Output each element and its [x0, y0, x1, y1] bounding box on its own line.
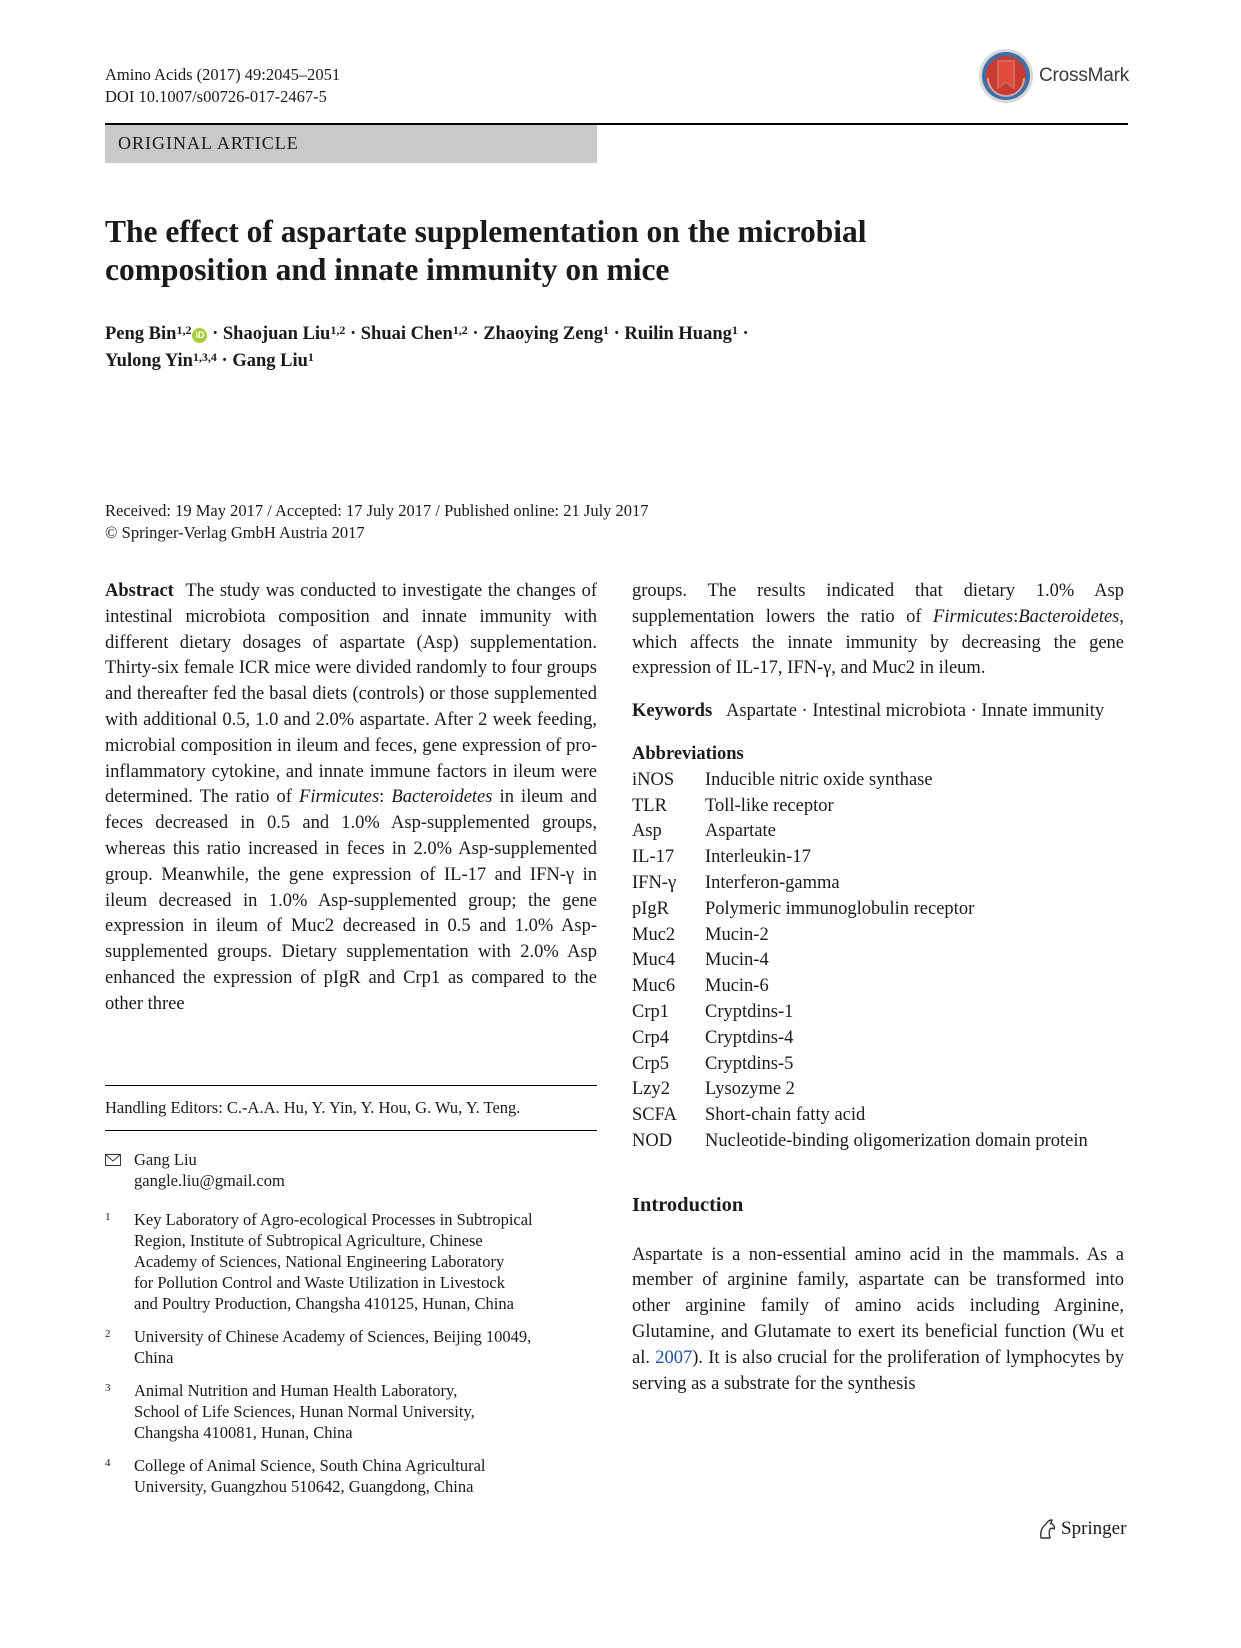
author-line-2 [105, 348, 749, 375]
abbreviation-term: Muc4 [632, 950, 676, 971]
author-affil-sup: 1 [603, 323, 609, 337]
affiliation-line: College of Animal Science, South China Agricultural [134, 1456, 486, 1475]
abstract-block [105, 579, 597, 1018]
right-column [632, 579, 1124, 1397]
abstract-text: groups. The results indicated that dietary 1.0% Asp supplementation lowers the ratio of [632, 581, 1124, 627]
publication-dates [105, 500, 649, 544]
abbreviation-term: Crp1 [632, 1001, 669, 1022]
abbreviation-row [632, 1129, 1124, 1155]
affiliation-line: University, Guangzhou 510642, Guangdong, China [134, 1477, 474, 1496]
affiliation-line: for Pollution Control and Waste Utilization in Livestock [134, 1273, 505, 1292]
introduction-heading: Introduction [632, 1193, 744, 1216]
abbreviation-definition: Mucin-6 [705, 976, 769, 997]
abbreviation-term: IFN-γ [632, 872, 677, 893]
affiliation-number: 2 [105, 1328, 111, 1340]
abbreviation-term: Crp4 [632, 1027, 669, 1048]
author-affil-sup: 1 [731, 323, 738, 337]
crossmark-icon [978, 48, 1034, 104]
author-line-1 [105, 321, 749, 348]
abbreviation-row [632, 871, 1124, 897]
abstract-text: : [379, 787, 392, 808]
abbreviation-term: Asp [632, 821, 662, 842]
author-affil-sup: 1 [307, 350, 314, 364]
keywords-label: Keywords [632, 701, 713, 722]
publisher-logo [1037, 1516, 1132, 1542]
article-title [105, 213, 1105, 289]
author-separator: · [207, 324, 223, 344]
crossmark-badge[interactable] [978, 48, 1128, 108]
affiliation-line: Key Laboratory of Agro-ecological Processes in Subtropical [134, 1210, 533, 1229]
abbreviation-row [632, 845, 1124, 871]
abbreviation-definition: Mucin-2 [705, 924, 769, 945]
abbreviation-term: Crp5 [632, 1053, 669, 1074]
author-name[interactable]: Zhaoying Zeng [483, 324, 603, 344]
abbreviation-term: pIgR [632, 898, 669, 919]
author-affil-sup: 1,2 [330, 323, 346, 337]
abbreviation-row [632, 794, 1124, 820]
crossmark-label: CrossMark [1039, 65, 1130, 86]
affiliation-line: and Poultry Production, Changsha 410125, Hunan, China [134, 1294, 514, 1313]
affiliation-line: School of Life Sciences, Hunan Normal University, [134, 1402, 475, 1421]
handling-editors-block [105, 1085, 597, 1131]
journal-citation: Amino Acids (2017) 49:2045–2051 [105, 65, 341, 84]
affiliation-number: 3 [105, 1382, 111, 1394]
introduction-body: ). It is also crucial for the proliferation of lymphocytes by serving as a substrate for the synthesis [632, 1347, 1125, 1394]
affiliation-line: China [134, 1348, 174, 1367]
abbreviation-definition: Lysozyme 2 [705, 1079, 795, 1100]
abbreviation-row [632, 1026, 1124, 1052]
correspondence-block [105, 1149, 597, 1497]
affiliation-4 [105, 1455, 597, 1497]
abbreviation-definition: Toll-like receptor [705, 795, 834, 816]
abbreviation-term: NOD [632, 1130, 673, 1151]
dates-line: Received: 19 May 2017 / Accepted: 17 July 2017 / Published online: 21 July 2017 [105, 501, 649, 520]
abbreviation-definition: Cryptdins-1 [705, 1001, 794, 1022]
abstract-label: Abstract [105, 581, 174, 601]
contact-email[interactable]: gangle.liu@gmail.com [134, 1171, 285, 1190]
abbreviation-row [632, 923, 1124, 949]
abstract-taxon: Bacteroidetes [1018, 606, 1120, 627]
introduction-body: Aspartate is a non-essential amino acid in the mammals. As a member of arginine family, aspartate can be transformed into other arginine family of amino acids including Arginine, Glutamine, and Glutamate to exert its beneficial function (Wu et al. [632, 1244, 1124, 1368]
abbreviation-row [632, 1000, 1124, 1026]
title-line-1: The effect of aspartate supplementation on the microbial [105, 214, 867, 249]
abbreviation-definition: Aspartate [705, 821, 776, 842]
affiliation-line: Region, Institute of Subtropical Agriculture, Chinese [134, 1231, 483, 1250]
title-line-2: composition and innate immunity on mice [105, 252, 670, 287]
abbreviation-term: TLR [632, 795, 667, 816]
abstract-text: , which affects the innate immunity by decreasing the gene expression of IL-17, IFN-γ, and Muc2 in ileum. [632, 606, 1124, 679]
author-affil-sup: 1,2 [176, 323, 192, 337]
handling-editors: Handling Editors: C.-A.A. Hu, Y. Yin, Y. Hou, G. Wu, Y. Teng. [105, 1098, 521, 1117]
article-type-label: ORIGINAL ARTICLE [118, 133, 299, 153]
abbreviation-term: Muc2 [632, 924, 676, 945]
abbreviation-row [632, 768, 1124, 794]
abbreviation-row [632, 819, 1124, 845]
abbreviation-definition: Polymeric immunoglobulin receptor [705, 898, 975, 919]
affiliation-1 [105, 1209, 597, 1314]
author-name[interactable]: Shaojuan Liu [222, 324, 331, 344]
abbreviation-row [632, 1052, 1124, 1078]
envelope-icon [105, 1154, 121, 1166]
abstract-text: The study was conducted to investigate the changes of intestinal microbiota composition and innate immunity with different dietary dosages of aspartate (Asp) supplementation. Thirty-six female ICR mice were divided randomly to four groups and thereafter fed the basal diets (controls) or those supplemented with additional 0.5, 1.0 and 2.0% aspartate. After 2 week feeding, microbial composition in ileum and feces, gene expression of pro-inflammatory cytokine, and innate immune factors in ileum were determined. The ratio of [105, 581, 598, 808]
author-separator: · [609, 324, 625, 344]
orcid-icon[interactable]: iD [192, 328, 207, 343]
abstract-continuation [632, 579, 1124, 682]
abbreviation-row [632, 897, 1124, 923]
keywords-block [632, 699, 1124, 725]
copyright-line: © Springer-Verlag GmbH Austria 2017 [105, 523, 365, 542]
abbreviation-term: iNOS [632, 769, 675, 790]
introduction-text [632, 1243, 1124, 1398]
author-list [105, 321, 749, 375]
abbreviation-term: Muc6 [632, 976, 676, 997]
abstract-text: in ileum and feces decreased in 0.5 and 1.0% Asp-supplemented groups, whereas this ratio increased in feces in 2.0% Asp-supplemented group. Meanwhile, the gene expression of IL-17 and IFN-γ in ileum decreased in 1.0% Asp-supplemented group; the gene expression in ileum of Muc2 decreased in 0.5 and 1.0% Asp-supplemented groups. Dietary supplementation with 2.0% Asp enhanced the expression of pIgR and Crp1 as compared to the other three [105, 787, 598, 1014]
affiliation-line: Changsha 410081, Hunan, China [134, 1423, 353, 1442]
abbreviation-row [632, 1077, 1124, 1103]
affiliation-2 [105, 1326, 597, 1368]
author-name[interactable]: Peng Bin [105, 324, 177, 344]
journal-header [105, 64, 340, 108]
abbreviation-definition: Nucleotide-binding oligomerization domain protein [705, 1130, 1088, 1151]
abbreviation-definition: Short-chain fatty acid [705, 1105, 866, 1126]
author-name[interactable]: Gang Liu [232, 351, 308, 371]
abstract-taxon: Firmicutes [933, 606, 1014, 627]
affiliation-number: 4 [105, 1457, 111, 1469]
author-name[interactable]: Ruilin Huang [624, 324, 732, 344]
affiliation-number: 1 [105, 1211, 111, 1223]
abbreviations-list [632, 768, 1124, 1155]
abstract-taxon: Bacteroidetes [391, 787, 493, 808]
author-separator: · [216, 351, 233, 371]
abbreviation-definition: Interferon-gamma [705, 872, 840, 893]
abbreviation-definition: Cryptdins-4 [705, 1027, 794, 1048]
article-type-banner [105, 125, 597, 163]
abbreviation-definition: Mucin-4 [705, 950, 769, 971]
abstract-text: : [1013, 606, 1019, 627]
abbreviation-definition: Inducible nitric oxide synthase [705, 769, 933, 790]
citation-link[interactable]: 2007 [655, 1347, 693, 1368]
publisher-name: Springer [1061, 1518, 1127, 1539]
contact-name: Gang Liu [134, 1150, 197, 1169]
journal-doi[interactable]: DOI 10.1007/s00726-017-2467-5 [105, 87, 327, 106]
abbreviation-row [632, 948, 1124, 974]
abbreviation-term: IL-17 [632, 847, 675, 868]
keywords-text: Aspartate · Intestinal microbiota · Innate immunity [726, 701, 1105, 722]
editors-bottom-rule [105, 1130, 597, 1131]
abbreviation-row [632, 1103, 1124, 1129]
affiliation-line: Animal Nutrition and Human Health Laboratory, [134, 1381, 458, 1400]
affiliation-line: University of Chinese Academy of Sciences, Beijing 10049, [134, 1327, 532, 1346]
author-affil-sup: 1,3,4 [192, 350, 217, 364]
abbreviation-term: SCFA [632, 1105, 677, 1126]
abstract-taxon: Firmicutes [299, 787, 380, 808]
affiliation-3 [105, 1380, 597, 1443]
abbreviation-term: Lzy2 [632, 1079, 671, 1100]
author-separator: · [737, 324, 749, 344]
author-separator: · [467, 324, 484, 344]
abbreviations-title: Abbreviations [632, 743, 744, 764]
author-name[interactable]: Yulong Yin [105, 351, 193, 371]
affiliation-line: Academy of Sciences, National Engineering Laboratory [134, 1252, 505, 1271]
author-affil-sup: 1,2 [452, 323, 468, 337]
author-name[interactable]: Shuai Chen [360, 324, 453, 344]
abbreviation-row [632, 974, 1124, 1000]
abbreviation-definition: Interleukin-17 [705, 847, 811, 868]
author-separator: · [345, 324, 361, 344]
abbreviation-definition: Cryptdins-5 [705, 1053, 794, 1074]
springer-horse-icon [1037, 1518, 1057, 1540]
